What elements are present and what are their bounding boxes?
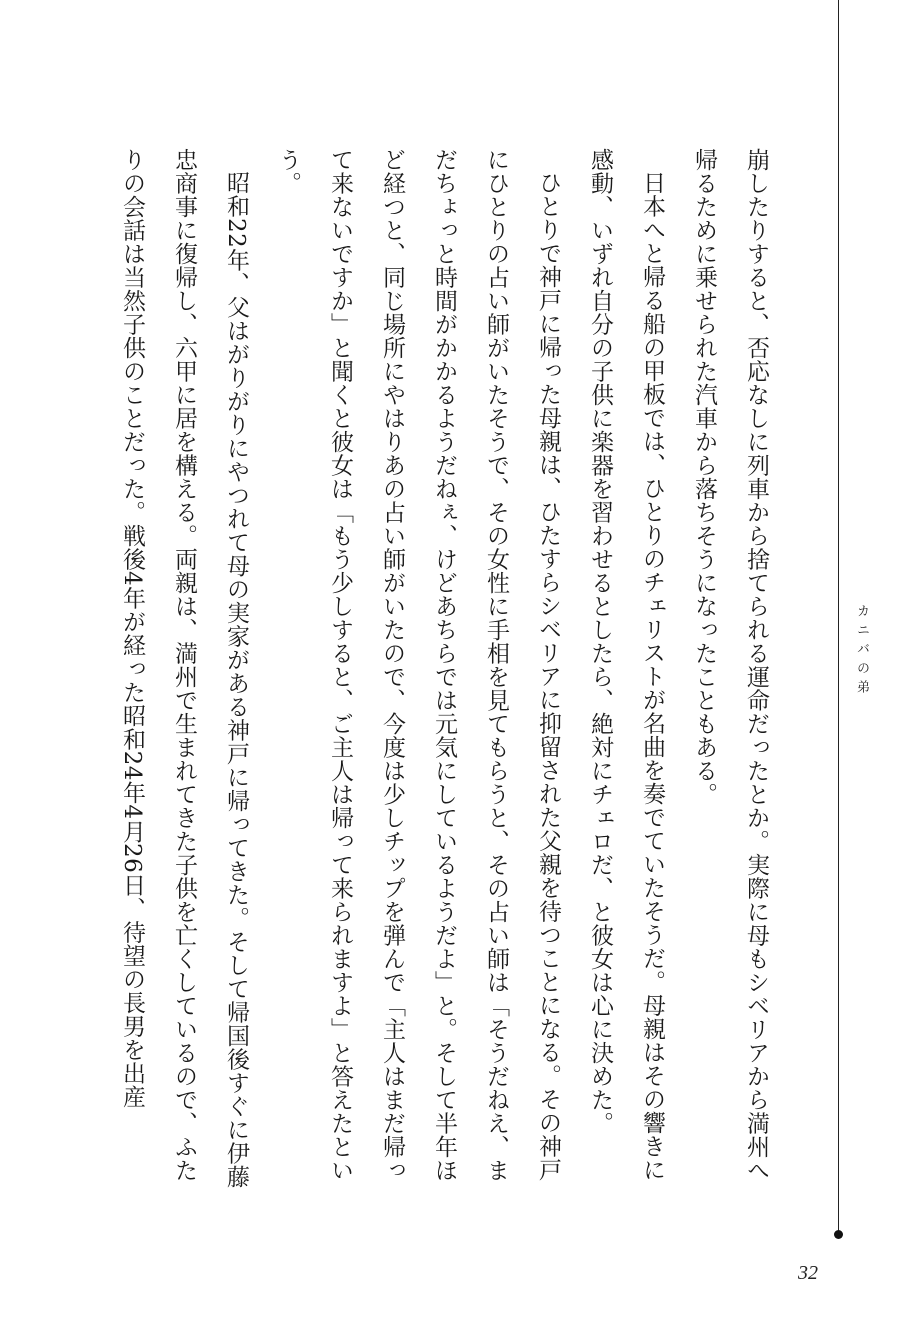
- margin-rule: [838, 0, 839, 1236]
- body-text: [112, 148, 782, 1198]
- margin-rule-dot: [834, 1230, 843, 1239]
- page-number: 32: [798, 1262, 818, 1284]
- paragraph-showa-22: 昭和22年、父はがりがりにやつれて母の実家がある神戸に帰ってきた。そして帰国後すぐに伊藤忠商事に復帰し、六甲に居を構える。両親は、満州で生まれてきた子供を亡くしているので、ふたりの会話は当然子供のことだった。戦後4年が経った昭和24年4月26日、待望の長男を出産: [119, 148, 249, 1189]
- paragraph-continuation: 崩したりすると、否応なしに列車から捨てられる運命だったとか。実際に母もシベリアから満州へ帰るために乗せられた汽車から落ちそうになったこともある。: [691, 148, 769, 1182]
- paragraph-ship-cellist: 日本へと帰る船の甲板では、ひとりのチェリストが名曲を奏でていたそうだ。母親はその響きに感動、いずれ自分の子供に楽器を習わせるとしたら、絶対にチェロだ、と彼女は心に決めた。: [587, 148, 665, 1182]
- running-head: カニバの弟: [854, 604, 869, 699]
- paragraph-fortune-teller: ひとりで神戸に帰った母親は、ひたすらシベリアに抑留された父親を待つことになる。その神戸にひとりの占い師がいたそうで、その女性に手相を見てもらうと、その占い師は「そうだねえ、まだちょっと時間がかかるようだねぇ、けどあちらでは元気にしているようだよ」と。そして半年ほど経つと、同じ場所にやはりあの占い師がいたので、今度は少しチップを弾んで「主人はまだ帰って来ないですか」と聞くと彼女は「もう少しすると、ご主人は帰って来られますよ」と答えたという。: [275, 148, 561, 1182]
